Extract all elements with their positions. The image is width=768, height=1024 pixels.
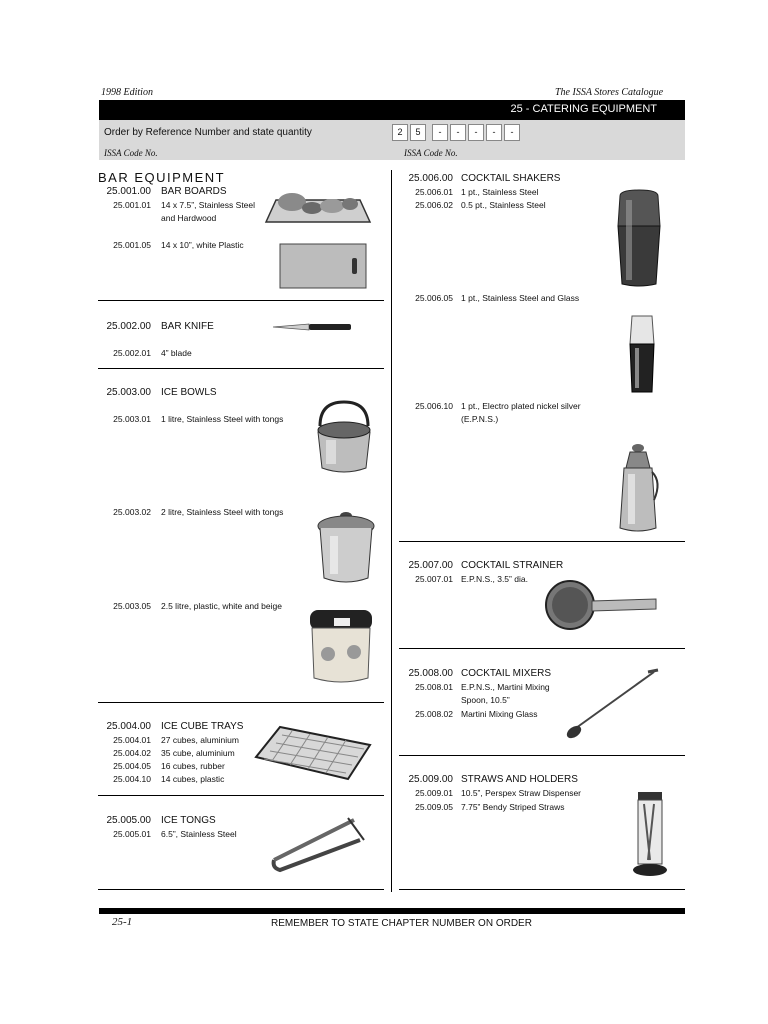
item-desc-cont: Spoon, 10.5” xyxy=(461,695,510,705)
code-box[interactable]: - xyxy=(504,124,520,141)
item-desc: 1 litre, Stainless Steel with tongs xyxy=(161,414,284,424)
catalogue-title: The ISSA Stores Catalogue xyxy=(555,87,664,98)
product-code: 25.005.00 xyxy=(106,815,151,826)
divider xyxy=(98,889,384,890)
item-desc: E.P.N.S., Martini Mixing xyxy=(461,682,550,692)
chapter-title: 25 - CATERING EQUIPMENT xyxy=(510,103,657,115)
shaker-steel-image xyxy=(614,186,664,290)
item-desc: 14 x 7.5”, Stainless Steel xyxy=(161,200,256,210)
item-code: 25.009.05 xyxy=(415,802,453,812)
code-label-right: ISSA Code No. xyxy=(404,148,458,158)
product-code: 25.006.00 xyxy=(408,173,453,184)
product-code: 25.008.00 xyxy=(408,668,453,679)
code-box[interactable]: - xyxy=(486,124,502,141)
section-title: BAR EQUIPMENT xyxy=(98,170,226,185)
divider xyxy=(399,541,685,542)
code-box[interactable]: - xyxy=(468,124,484,141)
item-code: 25.007.01 xyxy=(415,574,453,584)
item-code: 25.003.01 xyxy=(113,414,151,424)
ice-bowl-large-image xyxy=(316,510,378,586)
edition-label: 1998 Edition xyxy=(101,87,153,98)
item-desc: Martini Mixing Glass xyxy=(461,709,538,719)
item-desc-cont: (E.P.N.S.) xyxy=(461,414,499,424)
item-desc: 2.5 litre, plastic, white and beige xyxy=(161,601,282,611)
cocktail-strainer-image xyxy=(540,577,660,637)
product-code: 25.003.00 xyxy=(106,387,151,398)
item-code: 25.004.05 xyxy=(113,761,151,771)
item-desc: 10.5”, Perspex Straw Dispenser xyxy=(461,788,581,798)
item-desc: 16 cubes, rubber xyxy=(161,761,225,771)
ice-tongs-image xyxy=(268,816,368,874)
order-instruction: Order by Reference Number and state quantity xyxy=(104,127,312,138)
page-number: 25-1 xyxy=(112,916,133,928)
code-box[interactable]: 2 xyxy=(392,124,408,141)
item-code: 25.009.01 xyxy=(415,788,453,798)
divider xyxy=(399,648,685,649)
item-code: 25.001.05 xyxy=(113,240,151,250)
code-box[interactable]: 5 xyxy=(410,124,426,141)
item-code: 25.002.01 xyxy=(113,348,151,358)
ice-bowl-small-image xyxy=(312,396,376,476)
shaker-glass-image xyxy=(624,314,660,396)
divider xyxy=(98,300,384,301)
item-desc: 6.5”, Stainless Steel xyxy=(161,829,237,839)
item-code: 25.008.02 xyxy=(415,709,453,719)
item-code: 25.005.01 xyxy=(113,829,151,839)
product-title: STRAWS AND HOLDERS xyxy=(461,774,578,785)
item-code: 25.001.01 xyxy=(113,200,151,210)
item-code: 25.006.10 xyxy=(415,401,453,411)
order-band xyxy=(99,120,685,160)
item-code: 25.004.02 xyxy=(113,748,151,758)
divider xyxy=(399,889,685,890)
product-title: COCKTAIL MIXERS xyxy=(461,668,552,679)
item-desc: E.P.N.S., 3.5” dia. xyxy=(461,574,528,584)
divider xyxy=(98,795,384,796)
chapter-bar xyxy=(99,100,685,120)
item-desc: 1 pt., Stainless Steel xyxy=(461,187,539,197)
ice-bowl-plastic-image xyxy=(306,606,376,686)
product-title: ICE CUBE TRAYS xyxy=(161,721,244,732)
product-code: 25.002.00 xyxy=(106,321,151,332)
item-desc: 14 cubes, plastic xyxy=(161,774,225,784)
item-code: 25.004.10 xyxy=(113,774,151,784)
product-title: ICE TONGS xyxy=(161,815,216,826)
product-title: BAR KNIFE xyxy=(161,321,214,332)
ice-cube-tray-image xyxy=(252,723,374,783)
item-code: 25.008.01 xyxy=(415,682,453,692)
item-code: 25.004.01 xyxy=(113,735,151,745)
code-label-left: ISSA Code No. xyxy=(104,148,158,158)
product-title: BAR BOARDS xyxy=(161,186,227,197)
product-code: 25.009.00 xyxy=(408,774,453,785)
code-box[interactable]: - xyxy=(450,124,466,141)
product-title: COCKTAIL SHAKERS xyxy=(461,173,561,184)
item-desc: 27 cubes, aluminium xyxy=(161,735,239,745)
code-box[interactable]: - xyxy=(432,124,448,141)
item-desc: 14 x 10”, white Plastic xyxy=(161,240,244,250)
divider xyxy=(98,368,384,369)
mixing-spoon-image xyxy=(562,666,662,742)
product-title: ICE BOWLS xyxy=(161,387,217,398)
shaker-epns-image xyxy=(616,442,664,534)
item-desc: 0.5 pt., Stainless Steel xyxy=(461,200,546,210)
item-code: 25.006.02 xyxy=(415,200,453,210)
code-boxes xyxy=(392,124,520,141)
divider xyxy=(98,702,384,703)
column-divider xyxy=(391,170,392,892)
item-desc: 4” blade xyxy=(161,348,192,358)
bar-board-steel-image xyxy=(262,186,374,228)
product-code: 25.004.00 xyxy=(106,721,151,732)
item-desc: 1 pt., Stainless Steel and Glass xyxy=(461,293,580,303)
item-code: 25.003.02 xyxy=(113,507,151,517)
item-desc: 2 litre, Stainless Steel with tongs xyxy=(161,507,284,517)
footer-bar xyxy=(99,908,685,914)
bar-knife-image xyxy=(271,321,353,333)
item-desc: 1 pt., Electro plated nickel silver xyxy=(461,401,581,411)
item-desc: 7.75” Bendy Striped Straws xyxy=(461,802,565,812)
item-code: 25.003.05 xyxy=(113,601,151,611)
item-desc-cont: and Hardwood xyxy=(161,213,217,223)
divider xyxy=(399,755,685,756)
product-title: COCKTAIL STRAINER xyxy=(461,560,564,571)
product-code: 25.001.00 xyxy=(106,186,151,197)
bar-board-plastic-image xyxy=(278,242,368,290)
item-code: 25.006.01 xyxy=(415,187,453,197)
straw-dispenser-image xyxy=(630,790,670,880)
item-desc: 35 cube, aluminium xyxy=(161,748,235,758)
product-code: 25.007.00 xyxy=(408,560,453,571)
footer-note: REMEMBER TO STATE CHAPTER NUMBER ON ORDER xyxy=(271,918,532,929)
item-code: 25.006.05 xyxy=(415,293,453,303)
